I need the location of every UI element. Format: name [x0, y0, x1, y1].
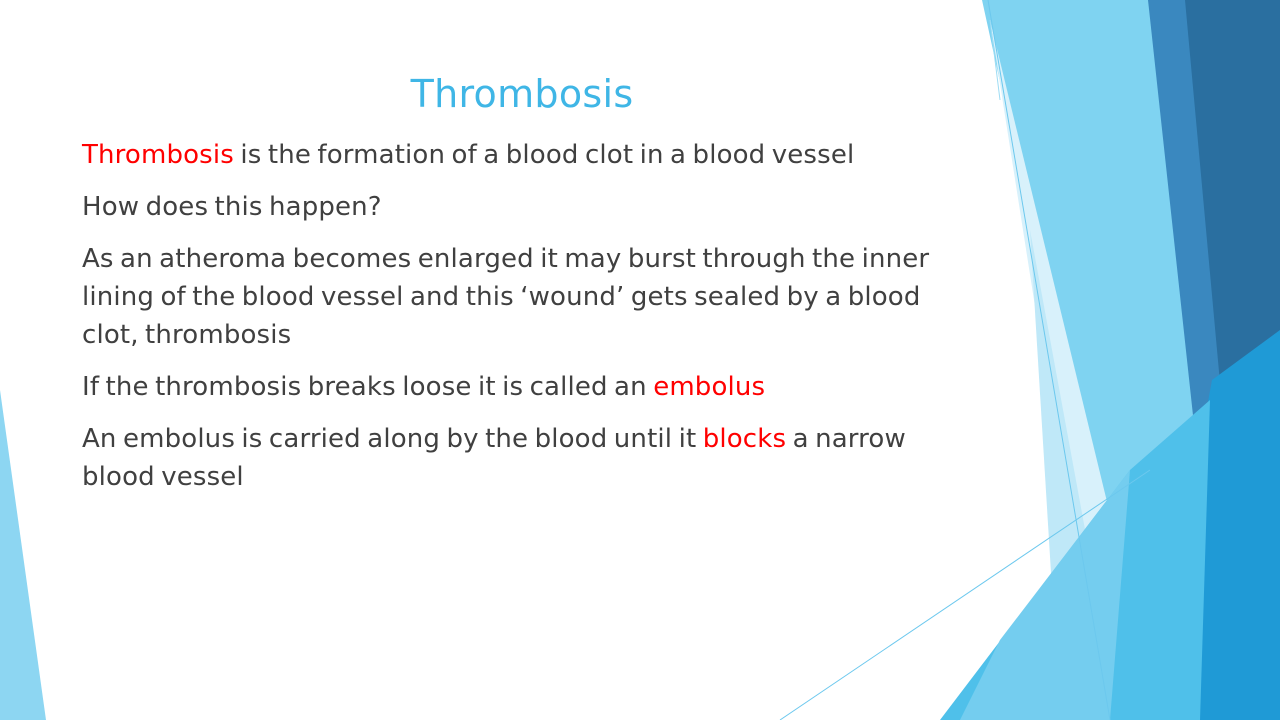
paragraph-explanation: As an atheroma becomes enlarged it may burst through the inner lining of the blood vessel and this ‘wound’ gets sealed by a blood clot, thrombosis [82, 244, 930, 350]
paragraph-embolus [82, 368, 932, 406]
term-thrombosis: Thrombosis [82, 140, 234, 170]
paragraph-blocks [82, 420, 932, 496]
embolus-text: If the thrombosis breaks loose it is called an [82, 372, 654, 402]
blocks-text-before: An embolus is carried along by the blood until it [82, 424, 703, 454]
slide-body [82, 136, 932, 510]
blocks-text-after: a narrow blood vessel [82, 424, 906, 492]
definition-text: is the formation of a blood clot in a blood vessel [233, 140, 855, 170]
right-facet-9 [960, 470, 1130, 720]
slide-title: Thrombosis [410, 72, 634, 116]
left-facet [0, 390, 46, 720]
paragraph-question: How does this happen? [82, 192, 382, 222]
term-blocks: blocks [702, 424, 787, 454]
term-embolus: embolus [653, 372, 766, 402]
paragraph-definition [82, 136, 932, 174]
